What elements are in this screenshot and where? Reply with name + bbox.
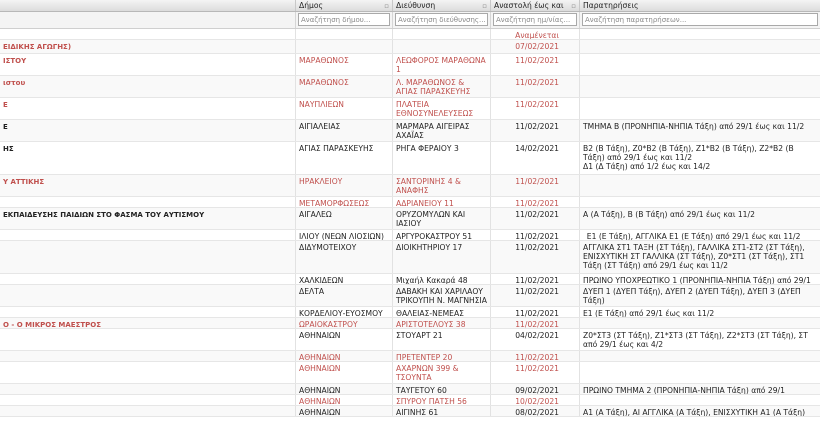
address-cell-text: ΑΧΑΡΝΩΝ 399 & ΤΣΟΥΝΤΑ	[396, 364, 459, 382]
address-cell-text: ΟΡΥΖΟΜΥΛΩΝ ΚΑΙ ΙΑΣΙΟΥ	[396, 210, 466, 228]
column-header-bar	[0, 0, 820, 12]
address-cell	[393, 395, 491, 405]
school-name-cell	[0, 307, 296, 317]
filter-cell-remarks	[580, 12, 820, 28]
date-filter-input[interactable]	[493, 13, 577, 26]
suspension-date-cell	[491, 208, 580, 229]
remarks-cell	[580, 142, 820, 174]
school-name-cell	[0, 406, 296, 416]
address-cell	[393, 307, 491, 317]
address-cell	[393, 285, 491, 306]
remarks-cell	[580, 230, 820, 240]
school-name-cell	[0, 208, 296, 229]
school-name-cell	[0, 98, 296, 119]
remarks-cell	[580, 208, 820, 229]
municipality-cell	[296, 395, 393, 405]
address-cell-text: ΔΙΟΙΚΗΤΗΡΙΟΥ 17	[396, 243, 463, 252]
table-row[interactable]	[0, 406, 820, 417]
school-name-cell	[0, 395, 296, 405]
municipality-cell	[296, 241, 393, 273]
municipality-cell-text: ΑΙΓΑΛΕΩ	[299, 210, 332, 219]
column-header-municipality-label: Δήμος	[299, 1, 323, 10]
school-name-cell-text: ιστου	[3, 79, 26, 87]
municipality-cell-text: ΙΛΙΟΥ (ΝΕΩΝ ΛΙΟΣΙΩΝ)	[299, 232, 384, 240]
suspension-date-cell-text: 11/02/2021	[515, 122, 559, 131]
municipality-cell	[296, 54, 393, 75]
filter-cell-municipality	[296, 12, 393, 28]
address-cell	[393, 29, 491, 39]
suspension-date-cell-text: 11/02/2021	[515, 243, 559, 252]
address-cell	[393, 318, 491, 328]
remarks-cell	[580, 197, 820, 207]
school-name-cell-text: ΕΙΔΙΚΗΣ ΑΓΩΓΗΣ)	[3, 43, 72, 51]
address-cell-text: ΑΔΡΙΑΝΕΙΟΥ 11	[396, 199, 454, 207]
remarks-cell-text: ΑΓΓΛΙΚΑ ΣΤ1 ΤΑΞΗ (ΣΤ Τάξη), ΓΑΛΛΙΚΑ ΣΤ1-ΣΤ2 (ΣΤ Τάξη), ΕΝΙΣΧΥΤΙΚΗ ΣΤ ΓΑΛΛΙΚΑ (ΣΤ Τάξη), Ζ0*ΣΤ1 (ΣΤ Τάξη), ΣΤ1 Τάξη (ΣΤ Τάξη) από 29/1 έως και 11/2	[583, 243, 805, 270]
suspension-date-cell	[491, 285, 580, 306]
municipality-cell	[296, 406, 393, 416]
suspension-date-cell	[491, 318, 580, 328]
suspension-date-cell-text: 04/02/2021	[515, 331, 559, 340]
address-cell-text: ΣΑΝΤΟΡΙΝΗΣ 4 & ΑΝΑΦΗΣ	[396, 177, 461, 195]
municipality-cell	[296, 307, 393, 317]
municipality-cell-text: ΧΑΛΚΙΔΕΩΝ	[299, 276, 344, 284]
address-cell	[393, 329, 491, 350]
table-row[interactable]	[0, 54, 820, 76]
suspension-date-cell-text: 11/02/2021	[515, 276, 559, 284]
remarks-cell	[580, 274, 820, 284]
suspension-date-cell	[491, 307, 580, 317]
column-header-date-label: Αναστολή έως και	[494, 1, 564, 10]
remarks-cell	[580, 384, 820, 394]
table-row[interactable]	[0, 241, 820, 274]
school-name-cell	[0, 230, 296, 240]
address-cell-text: ΑΡΓΥΡΟΚΑΣΤΡΟΥ 51	[396, 232, 473, 240]
address-cell	[393, 76, 491, 97]
address-cell-text: ΠΛΑΤΕΙΑ ΕΘΝΟΣΥΝΕΛΕΥΣΕΩΣ	[396, 100, 474, 118]
address-cell-text: ΑΡΙΣΤΟΤΕΛΟΥΣ 38	[396, 320, 466, 328]
remarks-cell-text: Β2 (Β Τάξη), Ζ0*Β2 (Β Τάξη), Ζ1*Β2 (Β Τάξη), Ζ2*Β2 (Β Τάξη) από 29/1 έως και 11/2 Δ1 (Δ Τάξη) από 1/2 έως και 14/2	[583, 144, 794, 171]
suspension-date-cell-text: 11/02/2021	[515, 364, 559, 373]
table-row[interactable]	[0, 362, 820, 384]
school-name-cell	[0, 351, 296, 361]
school-name-cell-text: Ε	[3, 123, 8, 131]
school-name-cell-text: ΕΚΠΑΙΔΕΥΣΗΣ ΠΑΙΔΙΩΝ ΣΤΟ ΦΑΣΜΑ ΤΟΥ ΑΥΤΙΣΜΟΥ	[3, 211, 205, 219]
municipality-cell-text: ΑΘΗΝΑΙΩΝ	[299, 331, 341, 340]
remarks-cell	[580, 329, 820, 350]
remarks-cell-text: Α1 (Α Τάξη), ΑΙ ΑΓΓΛΙΚΑ (Α Τάξη), ΕΝΙΣΧΥΤΙΚΗ Α1 (Α Τάξη)	[583, 408, 806, 416]
school-name-cell	[0, 54, 296, 75]
suspension-date-cell	[491, 329, 580, 350]
school-name-cell	[0, 175, 296, 196]
address-cell	[393, 208, 491, 229]
municipality-cell	[296, 76, 393, 97]
municipality-cell	[296, 29, 393, 39]
column-header-date[interactable]	[491, 0, 580, 11]
suspension-date-cell-text: 11/02/2021	[515, 78, 559, 87]
suspension-date-cell-text: 08/02/2021	[515, 408, 559, 416]
table-row[interactable]	[0, 274, 820, 285]
address-cell-text: ΘΑΛΕΙΑΣ-ΝΕΜΕΑΣ	[396, 309, 464, 317]
address-cell-text: ΜΑΡΜΑΡΑ ΑΙΓΕΙΡΑΣ ΑΧΑΪΑΣ	[396, 122, 470, 140]
remarks-cell	[580, 175, 820, 196]
address-cell	[393, 274, 491, 284]
remarks-cell	[580, 362, 820, 383]
municipality-cell-text: ΗΡΑΚΛΕΙΟΥ	[299, 177, 343, 186]
remarks-filter-input[interactable]	[582, 13, 818, 26]
address-filter-input[interactable]	[395, 13, 488, 26]
address-cell	[393, 351, 491, 361]
suspension-date-cell-text: 11/02/2021	[515, 287, 559, 296]
column-header-remarks[interactable]	[580, 0, 820, 11]
school-name-cell	[0, 318, 296, 328]
address-cell	[393, 175, 491, 196]
municipality-cell	[296, 230, 393, 240]
suspension-date-cell-text: 10/02/2021	[515, 397, 559, 405]
suspension-date-cell	[491, 274, 580, 284]
municipality-cell	[296, 318, 393, 328]
address-cell-text: ΤΑΥΓΕΤΟΥ 60	[396, 386, 447, 394]
suspension-date-cell	[491, 76, 580, 97]
remarks-cell	[580, 307, 820, 317]
column-header-address-label: Διεύθυνση	[396, 1, 436, 10]
sort-icon: ▫	[571, 2, 576, 10]
table-row[interactable]	[0, 175, 820, 197]
school-name-cell-text: ΙΣΤΟΥ	[3, 57, 27, 65]
table-row[interactable]	[0, 318, 820, 329]
filter-cell-address	[393, 12, 491, 28]
filter-row	[0, 12, 820, 29]
address-cell	[393, 54, 491, 75]
address-cell-text: ΔΑΒΑΚΗ ΚΑΙ ΧΑΡΙΛΑΟΥ ΤΡΙΚΟΥΠΗ Ν. ΜΑΓΝΗΣΙΑ	[396, 287, 487, 305]
municipality-cell-text: ΑΘΗΝΑΙΩΝ	[299, 364, 341, 373]
table-row[interactable]	[0, 329, 820, 351]
remarks-cell-text: Ε1 (Ε Τάξη) από 29/1 έως και 11/2	[583, 309, 715, 317]
column-header-remarks-label: Παρατηρήσεις	[583, 1, 639, 10]
suspension-date-cell	[491, 98, 580, 119]
remarks-cell	[580, 318, 820, 328]
table-row[interactable]	[0, 307, 820, 318]
address-cell-text: ΠΡΕΤΕΝΤΕΡ 20	[396, 353, 453, 361]
address-cell-text: ΡΗΓΑ ΦΕΡΑΙΟΥ 3	[396, 144, 459, 153]
table-row[interactable]	[0, 395, 820, 406]
column-header-name[interactable]	[0, 0, 296, 11]
remarks-cell	[580, 98, 820, 119]
table-row[interactable]	[0, 98, 820, 120]
municipality-cell-text: ΑΘΗΝΑΙΩΝ	[299, 408, 341, 416]
table-row[interactable]	[0, 40, 820, 54]
column-header-municipality[interactable]	[296, 0, 393, 11]
municipality-cell	[296, 351, 393, 361]
address-cell	[393, 230, 491, 240]
municipality-cell-text: ΑΘΗΝΑΙΩΝ	[299, 397, 341, 405]
remarks-cell-text: _Ε1 (Ε Τάξη), ΑΓΓΛΙΚΑ Ε1 (Ε Τάξη) από 29/1 έως και 11/2	[583, 232, 801, 240]
municipality-cell	[296, 285, 393, 306]
school-name-cell	[0, 384, 296, 394]
remarks-cell	[580, 241, 820, 273]
municipality-cell-text: ΝΑΥΠΛΙΕΩΝ	[299, 100, 344, 109]
municipality-filter-input[interactable]	[298, 13, 390, 26]
remarks-cell	[580, 395, 820, 405]
school-name-cell	[0, 40, 296, 53]
remarks-cell	[580, 29, 820, 39]
municipality-cell-text: ΜΑΡΑΘΩΝΟΣ	[299, 78, 349, 87]
school-name-cell	[0, 29, 296, 39]
municipality-cell-text: ΔΕΛΤΑ	[299, 287, 325, 296]
suspension-date-cell-text: 14/02/2021	[515, 144, 559, 153]
address-cell	[393, 40, 491, 53]
remarks-cell-text: ΠΡΩΙΝΟ ΥΠΟΧΡΕΩΤΙΚΟ 1 (ΠΡΟΝΗΠΙΑ-ΝΗΠΙΑ Τάξη) από 29/1	[583, 276, 811, 284]
table-row[interactable]	[0, 29, 820, 40]
municipality-cell	[296, 40, 393, 53]
suspension-date-cell	[491, 120, 580, 141]
suspension-date-cell-text: 11/02/2021	[515, 309, 559, 317]
table-row[interactable]	[0, 76, 820, 98]
suspension-date-cell	[491, 142, 580, 174]
suspension-date-cell-text: 11/02/2021	[515, 177, 559, 186]
address-cell-text: Μιχαήλ Κακαρά 48	[396, 276, 468, 284]
address-cell	[393, 406, 491, 416]
suspension-date-cell-text: 11/02/2021	[515, 100, 559, 109]
suspension-date-cell-text: 11/02/2021	[515, 199, 559, 207]
municipality-cell-text: ΩΡΑΙΟΚΑΣΤΡΟΥ	[299, 320, 358, 328]
address-cell	[393, 120, 491, 141]
suspension-date-cell	[491, 241, 580, 273]
suspension-date-cell	[491, 230, 580, 240]
school-name-cell	[0, 76, 296, 97]
municipality-cell-text: ΚΟΡΔΕΛΙΟΥ-ΕΥΟΣΜΟΥ	[299, 309, 383, 317]
school-name-cell-text: Υ ΑΤΤΙΚΗΣ	[3, 178, 45, 186]
municipality-cell	[296, 175, 393, 196]
suspension-date-cell	[491, 54, 580, 75]
table-row[interactable]	[0, 351, 820, 362]
sort-icon: ▫	[384, 2, 389, 10]
remarks-cell	[580, 40, 820, 53]
school-name-cell-text: Ο - Ο ΜΙΚΡΟΣ ΜΑΕΣΤΡΟΣ	[3, 321, 101, 328]
municipality-cell	[296, 142, 393, 174]
suspension-date-cell-text: 09/02/2021	[515, 386, 559, 394]
address-cell	[393, 384, 491, 394]
school-name-cell	[0, 142, 296, 174]
column-header-address[interactable]	[393, 0, 491, 11]
municipality-cell-text: ΑΘΗΝΑΙΩΝ	[299, 353, 341, 361]
table-row[interactable]	[0, 197, 820, 208]
school-name-cell	[0, 197, 296, 207]
remarks-cell	[580, 76, 820, 97]
table-row[interactable]	[0, 142, 820, 175]
remarks-cell-text: ΤΜΗΜΑ Β (ΠΡΟΝΗΠΙΑ-ΝΗΠΙΑ Τάξη) από 29/1 έως και 11/2	[583, 122, 805, 131]
remarks-cell	[580, 120, 820, 141]
remarks-cell	[580, 54, 820, 75]
address-cell	[393, 197, 491, 207]
municipality-cell	[296, 208, 393, 229]
suspension-date-cell-text: 07/02/2021	[515, 42, 559, 51]
suspension-date-cell-text: 11/02/2021	[515, 210, 559, 219]
school-name-cell	[0, 362, 296, 383]
remarks-cell	[580, 285, 820, 306]
municipality-cell-text: ΑΙΓΙΑΛΕΙΑΣ	[299, 122, 341, 131]
school-name-cell	[0, 285, 296, 306]
municipality-cell-text: ΑΘΗΝΑΙΩΝ	[299, 386, 341, 394]
address-cell-text: ΛΕΩΦΟΡΟΣ ΜΑΡΑΘΩΝΑ 1	[396, 56, 486, 74]
suspension-date-cell	[491, 197, 580, 207]
address-cell-text: ΣΤΟΥΑΡΤ 21	[396, 331, 443, 340]
suspension-date-cell-text: 11/02/2021	[515, 56, 559, 65]
suspension-date-cell	[491, 175, 580, 196]
table-body	[0, 29, 820, 417]
address-cell	[393, 98, 491, 119]
suspension-date-cell-text: 11/02/2021	[515, 320, 559, 328]
municipality-cell	[296, 274, 393, 284]
remarks-cell-text: Ζ0*ΣΤ3 (ΣΤ Τάξη), Ζ1*ΣΤ3 (ΣΤ Τάξη), Ζ2*ΣΤ3 (ΣΤ Τάξη), ΣΤ από 29/1 έως και 4/2	[583, 331, 808, 349]
suspension-date-cell	[491, 395, 580, 405]
remarks-cell	[580, 351, 820, 361]
school-name-cell-text: ΗΣ	[3, 145, 14, 153]
municipality-cell	[296, 98, 393, 119]
address-cell	[393, 241, 491, 273]
suspension-date-cell-text: 11/02/2021	[515, 353, 559, 361]
suspension-date-cell	[491, 406, 580, 416]
table-row[interactable]	[0, 285, 820, 307]
table-row[interactable]	[0, 230, 820, 241]
municipality-cell-text: ΜΕΤΑΜΟΡΦΩΣΕΩΣ	[299, 199, 370, 207]
suspension-date-cell-text: 11/02/2021	[515, 232, 559, 240]
remarks-cell	[580, 406, 820, 416]
suspension-date-cell	[491, 29, 580, 39]
suspension-date-cell	[491, 351, 580, 361]
suspension-date-cell-text: Αναμένεται	[515, 31, 559, 39]
municipality-cell	[296, 384, 393, 394]
suspension-date-cell	[491, 40, 580, 53]
address-cell	[393, 142, 491, 174]
school-name-cell	[0, 329, 296, 350]
address-cell	[393, 362, 491, 383]
address-cell-text: ΣΠΥΡΟΥ ΠΑΤΣΗ 56	[396, 397, 467, 405]
remarks-cell-text: Α (Α Τάξη), Β (Β Τάξη) από 29/1 έως και 11/2	[583, 210, 755, 219]
table-row[interactable]	[0, 384, 820, 395]
municipality-cell	[296, 197, 393, 207]
table-row[interactable]	[0, 120, 820, 142]
municipality-cell-text: ΜΑΡΑΘΩΝΟΣ	[299, 56, 349, 65]
municipality-cell-text: ΑΓΙΑΣ ΠΑΡΑΣΚΕΥΗΣ	[299, 144, 374, 153]
suspension-date-cell	[491, 384, 580, 394]
filter-cell-date	[491, 12, 580, 28]
remarks-cell-text: ΠΡΩΙΝΟ ΤΜΗΜΑ 2 (ΠΡΟΝΗΠΙΑ-ΝΗΠΙΑ Τάξη) από 29/1	[583, 386, 785, 394]
municipality-cell	[296, 120, 393, 141]
school-name-cell	[0, 274, 296, 284]
table-row[interactable]	[0, 208, 820, 230]
filter-cell-name	[0, 12, 296, 28]
school-name-cell	[0, 241, 296, 273]
municipality-cell	[296, 329, 393, 350]
municipality-cell-text: ΔΙΔΥΜΟΤΕΙΧΟΥ	[299, 243, 357, 252]
address-cell-text: Λ. ΜΑΡΑΘΩΝΟΣ & ΑΓΙΑΣ ΠΑΡΑΣΚΕΥΗΣ	[396, 78, 471, 96]
municipality-cell	[296, 362, 393, 383]
sort-icon: ▫	[482, 2, 487, 10]
school-name-cell	[0, 120, 296, 141]
remarks-cell-text: ΔΥΕΠ 1 (ΔΥΕΠ Τάξη), ΔΥΕΠ 2 (ΔΥΕΠ Τάξη), ΔΥΕΠ 3 (ΔΥΕΠ Τάξη)	[583, 287, 801, 305]
suspension-date-cell	[491, 362, 580, 383]
school-name-cell-text: Ε	[3, 101, 8, 109]
address-cell-text: ΑΙΓΙΝΗΣ 61	[396, 408, 439, 416]
